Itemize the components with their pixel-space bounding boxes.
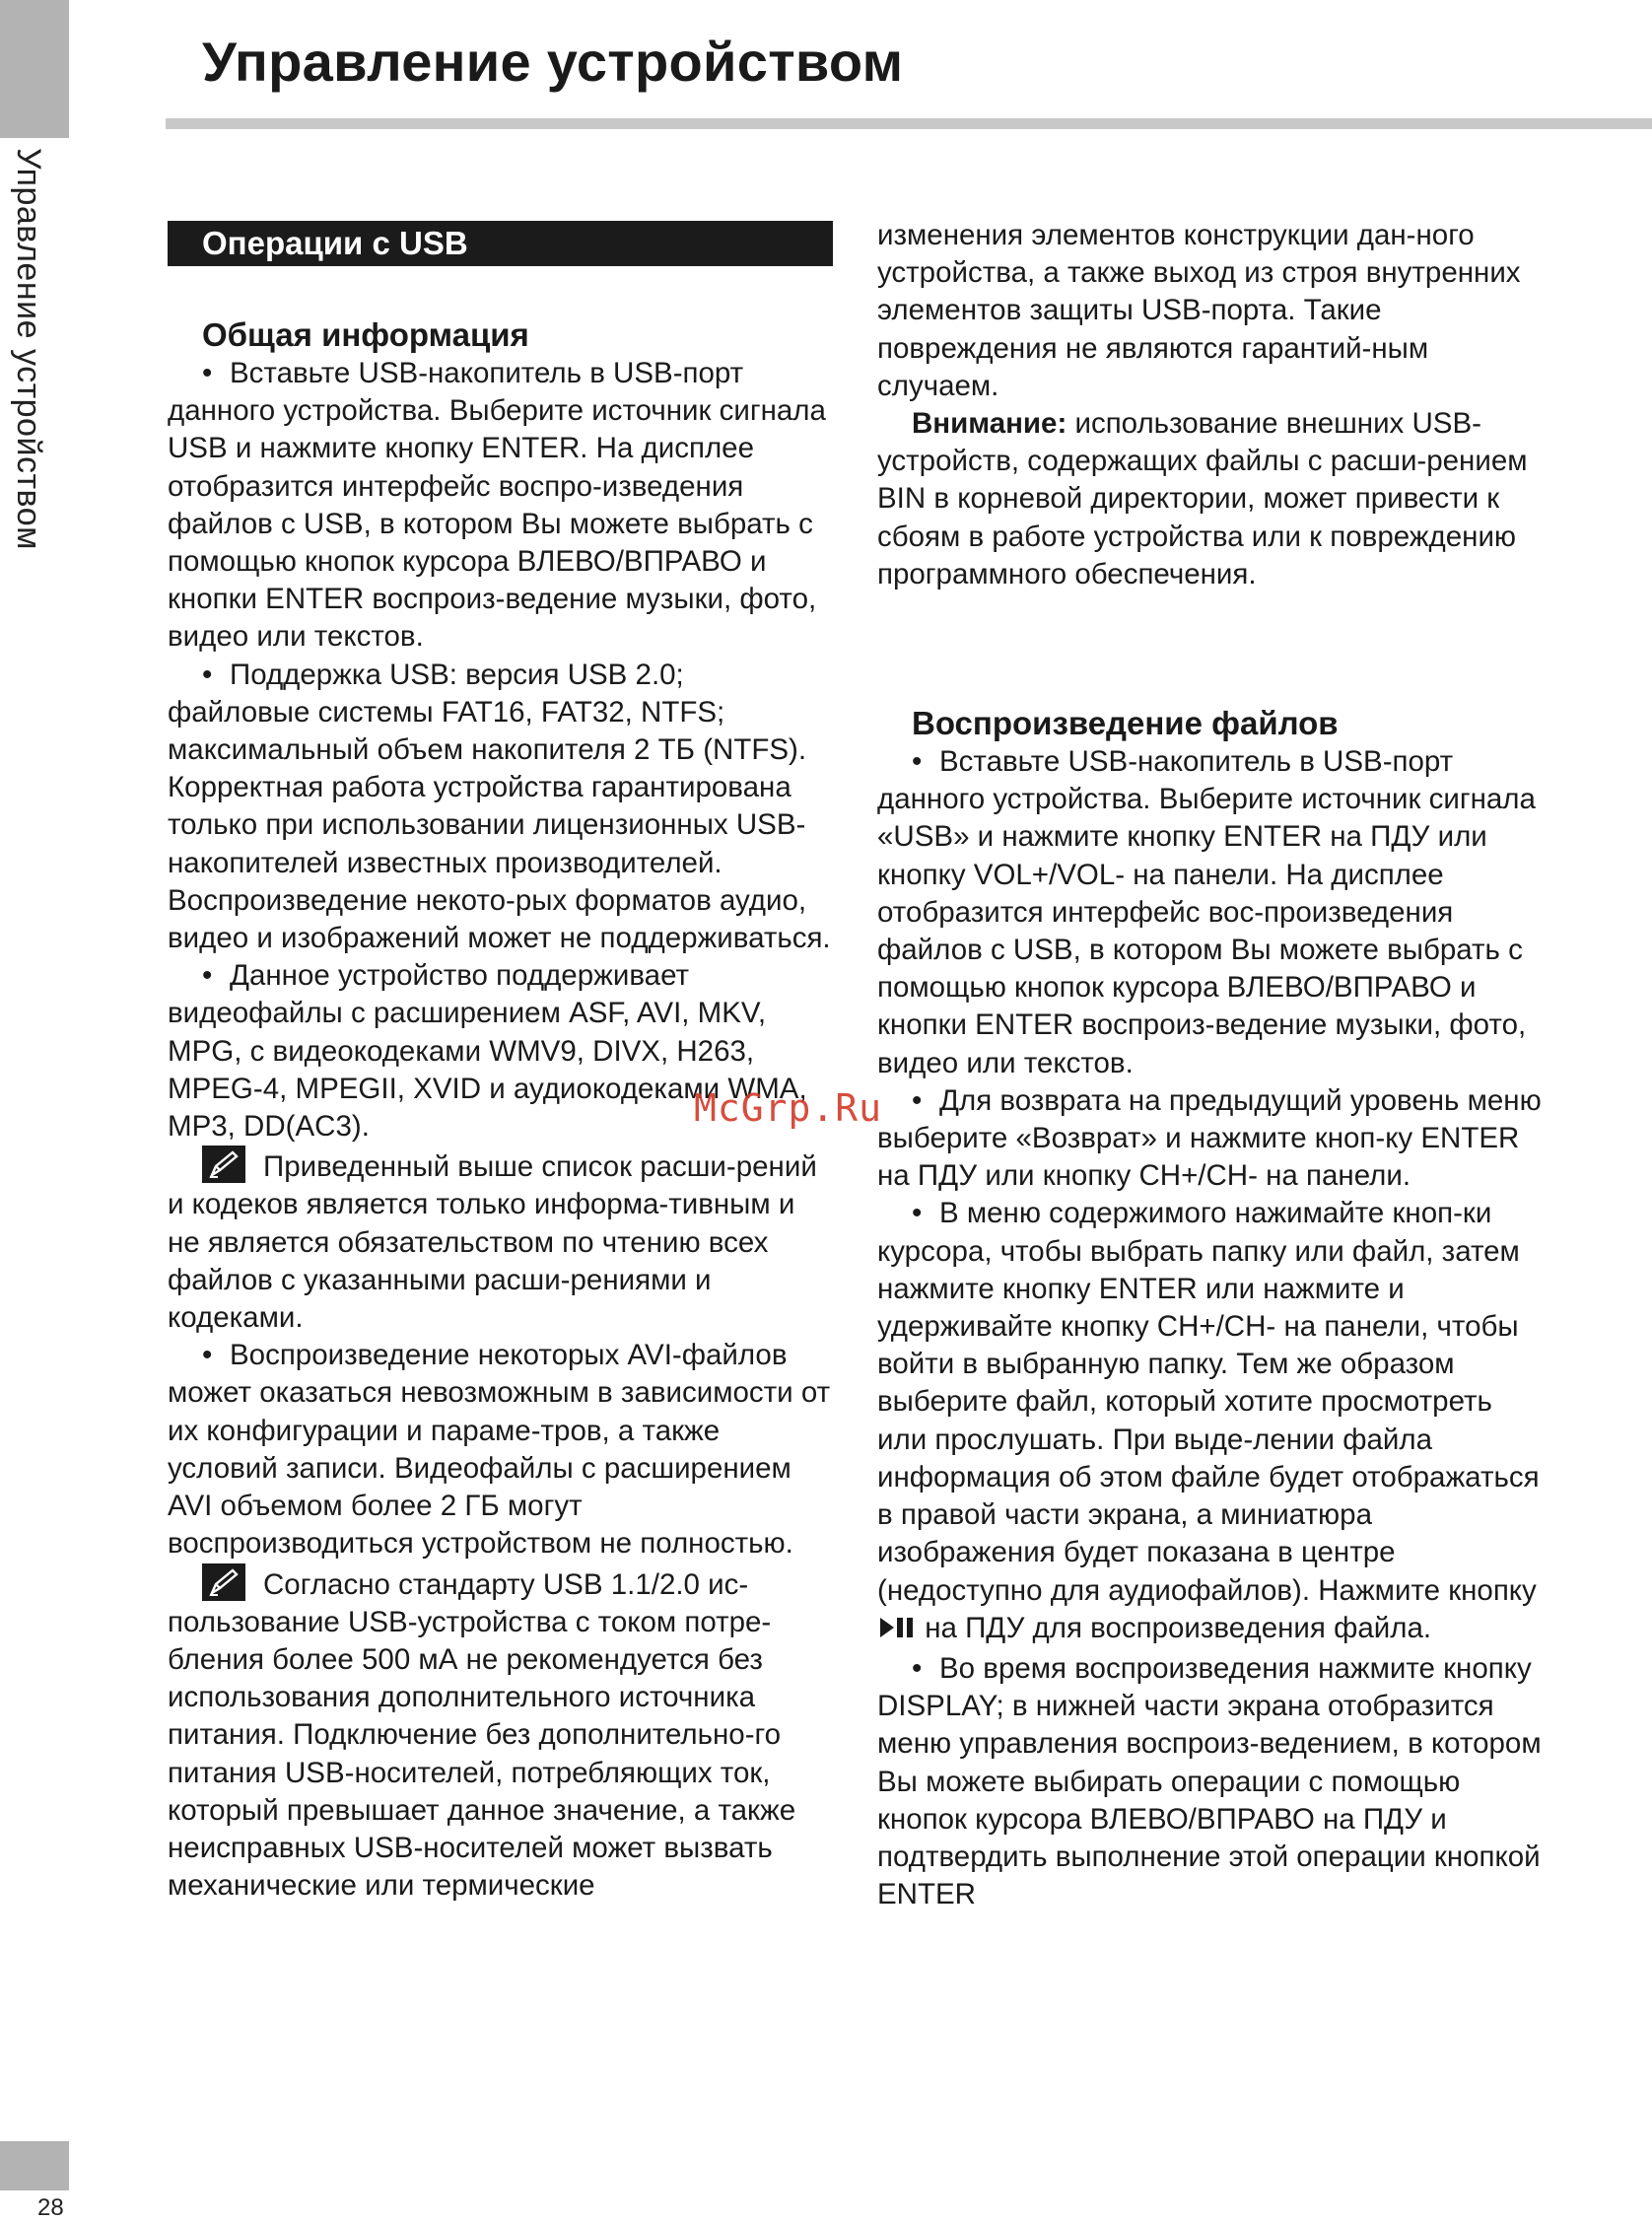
- note-paragraph: [168, 1563, 833, 1906]
- paragraph-text: Данное устройство поддерживает видеофайлы с расширением ASF, AVI, MKV, MPG, с видеокодеками WMV9, DIVX, H263, MPEG-4, MPEGII, XVID и аудиокодеками WMA, MP3, DD(AC3).: [168, 959, 807, 1144]
- side-tab-marker: [0, 0, 69, 138]
- paragraph-text: Для возврата на предыдущий уровень меню выберите «Возврат» и нажмите кноп-ку ENTER на ПДУ или кнопку CH+/CH- на панели.: [877, 1083, 1542, 1193]
- paragraph: [168, 657, 833, 958]
- paragraph: [877, 743, 1548, 1082]
- paragraph-text: Вставьте USB-накопитель в USB-порт данного устройства. Выберите источник сигнала USB и нажмите кнопку ENTER. На дисплее отобразится интерфейс воспро-изведения файлов с USB, в котором Вы можете выбрать с помощью кнопок курсора ВЛЕВО/ВПРАВО и кнопки ENTER воспроиз-ведение музыки, фото, видео или текстов.: [168, 357, 826, 654]
- paragraph: [877, 1650, 1548, 1913]
- page-title: Управление устройством: [202, 31, 904, 93]
- spacer: [877, 593, 1548, 704]
- page-number-tab: [0, 2141, 69, 2190]
- pencil-note-icon: [202, 1146, 245, 1183]
- note-text: Приведенный выше список расши-рений и кодеков является только информа-тивным и не является обязательством по чтению всех файлов с указанными расши-рениями и кодеками.: [168, 1150, 817, 1335]
- paragraph-text: на ПДУ для воспроизведения файла.: [917, 1611, 1432, 1644]
- side-tab-label: Управление устройством: [10, 148, 47, 550]
- note-paragraph: [168, 1146, 833, 1337]
- paragraph-text: Поддержка USB: версия USB 2.0; файловые системы FAT16, FAT32, NTFS; максимальный объем накопителя 2 ТБ (NTFS). Корректная работа устройства гарантирована только при использовании лицензионных USB-накопителей известных производителей. Воспроизведение некото-рых форматов аудио, видео и изображений может не поддерживаться.: [168, 658, 831, 955]
- page-number: 28: [37, 2194, 64, 2221]
- warning-text: использование внешних USB-устройств, содержащих файлы с расши-рением BIN в корневой директории, может привести к сбоям в работе устройства или к повреждению программного обеспечения.: [877, 407, 1528, 590]
- warning-label: Внимание:: [912, 407, 1067, 441]
- warning-paragraph: [877, 405, 1548, 593]
- play-pause-icon: [877, 1613, 917, 1650]
- paragraph-text: Воспроизведение некоторых AVI-файлов может оказаться невозможным в зависимости от их конфигурации и параме-тров, а также условий записи. Видеофайлы с расширением AVI объемом более 2 ГБ могут воспроизводиться устройством не полностью.: [168, 1339, 831, 1561]
- paragraph: [877, 1082, 1548, 1196]
- paragraph-text: Вставьте USB-накопитель в USB-порт данного устройства. Выберите источник сигнала «USB» и нажмите кнопку ENTER на ПДУ или кнопку VOL+/VOL- на панели. На дисплее отобразится интерфейс вос-произведения файлов с USB, в котором Вы можете выбрать с помощью кнопок курсора ВЛЕВО/ВПРАВО и кнопки ENTER воспроиз-ведение музыки, фото, видео или текстов.: [877, 745, 1536, 1079]
- left-column: [168, 217, 833, 1905]
- continued-paragraph: изменения элементов конструкции дан-ного устройства, а также выход из строя внутренних элементов защиты USB-порта. Такие повреждения не являются гарантий-ным случаем.: [877, 219, 1521, 402]
- subheading-general-info: Общая информация: [202, 316, 529, 353]
- paragraph: [168, 1337, 833, 1562]
- section-title-usb: Операции с USB: [168, 221, 833, 266]
- note-text: Согласно стандарту USB 1.1/2.0 ис-пользование USB-устройства с током потре-бления более 500 мА не рекомендуется без использования дополнительного источника питания. Подключение без дополнительно-го питания USB-носителей, потребляющих ток, который превышает данное значение, а также неисправных USB-носителей может вызвать механические или термические: [168, 1567, 796, 1903]
- right-column: [877, 217, 1548, 1913]
- subheading-file-playback: Воспроизведение файлов: [912, 705, 1339, 742]
- watermark-text: McGrp.Ru: [694, 1086, 883, 1130]
- pencil-note-icon: [202, 1563, 245, 1601]
- title-divider: [166, 118, 1652, 129]
- paragraph: [877, 1195, 1548, 1649]
- paragraph: [168, 355, 833, 657]
- paragraph-text: Во время воспроизведения нажмите кнопку DISPLAY; в нижней части экрана отобразится меню управления воспроиз-ведением, в котором Вы можете выбирать операции с помощью кнопок курсора ВЛЕВО/ВПРАВО на ПДУ и подтвердить выполнение этой операции кнопкой ENTER: [877, 1651, 1542, 1911]
- paragraph-text: В меню содержимого нажимайте кноп-ки курсора, чтобы выбрать папку или файл, затем нажмите кнопку ENTER или нажмите и удерживайте кнопку CH+/CH- на панели, чтобы войти в выбранную папку. Тем же образом выберите файл, который хотите просмотреть или прослушать. При выде-лении файла информация об этом файле будет отображаться в правой части экрана, а миниатюра изображения будет показана в центре (недоступно для аудиофайлов). Нажмите кнопку: [877, 1197, 1540, 1607]
